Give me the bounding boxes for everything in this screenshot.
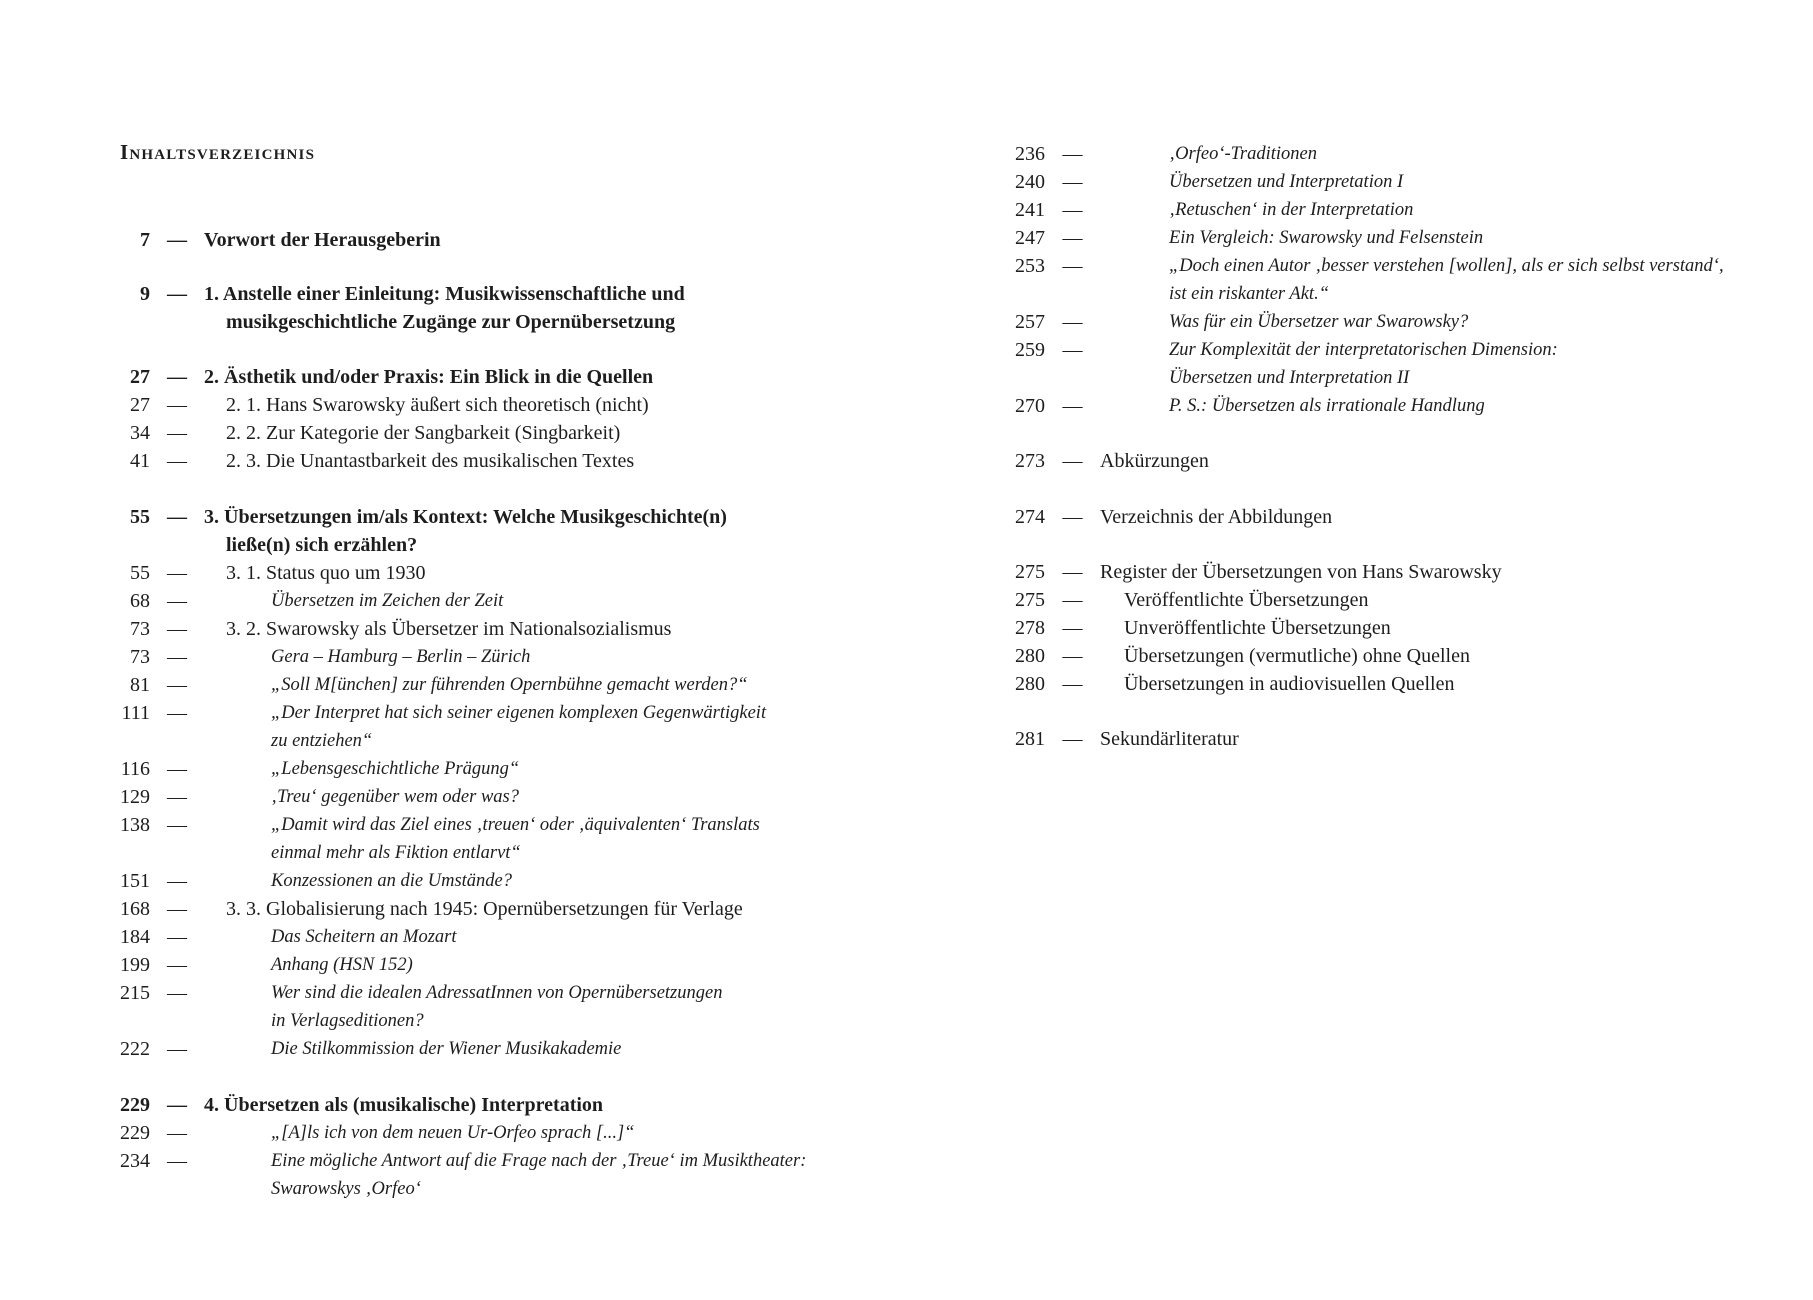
entry-title [204,280,685,336]
entry-title-line: ist ein riskanter Akt.“ [1169,284,1329,304]
toc-entry [118,1035,621,1063]
entry-title-line: 3. 2. Swarowsky als Übersetzer im Nationalsozialismus [226,618,672,640]
page-number: 229 [120,1094,150,1116]
toc-entry [118,226,441,254]
leader-dash: — [1062,339,1083,361]
leader-dash: — [1062,728,1083,750]
entry-title [271,1119,634,1147]
entry-title-line: Wer sind die idealen AdressatInnen von Opernübersetzungen [271,983,723,1003]
leader-dash: — [1062,143,1083,165]
page-number: 73 [130,646,150,668]
entry-title-line: Anhang (HSN 152) [271,955,413,975]
toc-entry [1003,725,1239,753]
page-number: 280 [1015,645,1045,667]
toc-entry [1003,447,1209,475]
page-number: 111 [121,702,150,724]
leader-dash: — [167,1122,187,1144]
leader-dash: — [1062,645,1083,667]
toc-entry [118,1119,634,1147]
toc-entry [118,755,519,783]
entry-title-line: „Soll M[ünchen] zur führenden Opernbühne gemacht werden?“ [271,675,748,695]
page-number: 281 [1015,728,1045,750]
entry-title [1124,670,1454,698]
page-number: 151 [120,870,150,892]
page-number: 234 [120,1150,150,1172]
entry-title [271,671,748,699]
toc-entry [1003,140,1317,168]
entry-title-line: 2. Ästhetik und/oder Praxis: Ein Blick in die Quellen [204,366,654,388]
toc-entry [1003,558,1502,586]
entry-title [1100,725,1239,753]
entry-title-line: Zur Komplexität der interpretatorischen Dimension: [1169,340,1558,360]
toc-entry [118,895,743,923]
toc-entry [1003,196,1413,224]
leader-dash: — [1062,199,1083,221]
entry-title [271,699,766,755]
toc-entry [118,643,530,671]
entry-title-line: Verzeichnis der Abbildungen [1100,506,1333,528]
entry-title [1124,614,1391,642]
entry-title-line: „Damit wird das Ziel eines ‚treuen‘ oder ‚äquivalenten‘ Translats [271,815,760,835]
page-number: 247 [1015,227,1045,249]
entry-title [204,226,441,254]
leader-dash: — [1062,561,1083,583]
entry-title [1124,642,1470,670]
page-number: 270 [1015,395,1045,417]
entry-title-line: Eine mögliche Antwort auf die Frage nach der ‚Treue‘ im Musiktheater: [271,1151,807,1171]
page-number: 9 [140,283,150,305]
page-number: 274 [1015,506,1045,528]
toc-entry [118,447,634,475]
toc-entry [118,587,503,615]
entry-title [271,643,530,671]
entry-title [1124,586,1369,614]
entry-title-line: 2. 2. Zur Kategorie der Sangbarkeit (Singbarkeit) [226,422,621,444]
leader-dash: — [167,786,187,808]
entry-title-line: Die Stilkommission der Wiener Musikakademie [271,1039,622,1059]
entry-title [271,923,457,951]
entry-title [271,951,413,979]
entry-title [1169,140,1317,168]
entry-title-line: „[A]ls ich von dem neuen Ur-Orfeo sprach [...]“ [271,1123,635,1143]
entry-title-line: Übersetzen und Interpretation II [1169,368,1410,388]
page-number: 7 [140,229,150,251]
leader-dash: — [1062,673,1083,695]
leader-dash: — [167,450,187,472]
toc-entry [118,699,766,755]
entry-title-line: ‚Treu‘ gegenüber wem oder was? [271,787,520,807]
toc-entry [118,363,653,391]
leader-dash: — [167,898,187,920]
page-number: 27 [130,366,150,388]
entry-title [271,979,722,1035]
entry-title-line: „Der Interpret hat sich seiner eigenen komplexen Gegenwärtigkeit [271,703,767,723]
page-number: 253 [1015,255,1045,277]
page-number: 257 [1015,311,1045,333]
entry-title-line: Was für ein Übersetzer war Swarowsky? [1169,312,1469,332]
entry-title [226,615,671,643]
toc-entry [118,615,671,643]
page-number: 241 [1015,199,1045,221]
toc-entry [118,923,457,951]
page-number: 55 [130,506,150,528]
toc-entry [1003,168,1403,196]
leader-dash: — [167,814,187,836]
entry-title [1169,392,1485,420]
toc-entry [118,783,519,811]
leader-dash: — [167,870,187,892]
page-number: 259 [1015,339,1045,361]
entry-title-line: 3. Übersetzungen im/als Kontext: Welche Musikgeschichte(n) [204,506,727,528]
leader-dash: — [167,229,187,251]
leader-dash: — [167,394,187,416]
entry-title-line: Gera – Hamburg – Berlin – Zürich [271,647,531,667]
entry-title [271,1035,621,1063]
page-number: 215 [120,982,150,1004]
entry-title [226,895,743,923]
entry-title [1100,558,1502,586]
page-number: 240 [1015,171,1045,193]
page-number: 199 [120,954,150,976]
entry-title [226,391,649,419]
toc-entry [118,867,512,895]
page-number: 41 [130,450,150,472]
entry-title [1169,308,1468,336]
entry-title-line: „Lebensgeschichtliche Prägung“ [271,759,520,779]
entry-title-line: ‚Orfeo‘-Traditionen [1169,144,1317,164]
leader-dash: — [167,982,187,1004]
leader-dash: — [1062,506,1083,528]
page-number: 280 [1015,673,1045,695]
page-number: 236 [1015,143,1045,165]
toc-entry [118,1147,806,1203]
entry-title-line: 3. 3. Globalisierung nach 1945: Opernübersetzungen für Verlage [226,898,743,920]
page-number: 81 [130,674,150,696]
page-number: 184 [120,926,150,948]
entry-title [271,867,512,895]
leader-dash: — [167,422,187,444]
entry-title [1169,336,1558,392]
leader-dash: — [167,758,187,780]
page-number: 129 [120,786,150,808]
leader-dash: — [1062,171,1083,193]
leader-dash: — [167,506,187,528]
leader-dash: — [167,1038,187,1060]
leader-dash: — [167,954,187,976]
leader-dash: — [1062,617,1083,639]
entry-title-line: 2. 3. Die Unantastbarkeit des musikalischen Textes [226,450,635,472]
leader-dash: — [167,926,187,948]
toc-entry [1003,503,1332,531]
leader-dash: — [1062,227,1083,249]
page-number: 275 [1015,561,1045,583]
page-number: 278 [1015,617,1045,639]
entry-title [204,363,653,391]
entry-title [271,783,519,811]
page-number: 73 [130,618,150,640]
toc-entry [1003,586,1369,614]
page-number: 34 [130,422,150,444]
toc-entry [118,979,722,1035]
toc-entry [118,391,649,419]
leader-dash: — [167,590,187,612]
entry-title-line: Das Scheitern an Mozart [271,927,457,947]
page-number: 27 [130,394,150,416]
entry-title-line: Vorwort der Herausgeberin [204,229,441,251]
entry-title-line: zu entziehen“ [271,731,373,751]
entry-title [204,503,727,559]
entry-title [226,419,620,447]
leader-dash: — [167,702,187,724]
page-number: 138 [120,814,150,836]
leader-dash: — [167,366,187,388]
toc-entry [118,1091,603,1119]
toc-entry [118,419,620,447]
toc-heading: Inhaltsverzeichnis [120,140,316,164]
toc-entry [1003,224,1483,252]
toc-entry [118,671,748,699]
entry-title-line: Abkürzungen [1100,450,1209,472]
entry-title-line: Veröffentlichte Übersetzungen [1124,589,1369,611]
entry-title [271,811,760,867]
leader-dash: — [1062,589,1083,611]
page-number: 168 [120,898,150,920]
entry-title [1100,503,1332,531]
entry-title-line: Register der Übersetzungen von Hans Swarowsky [1100,561,1502,583]
entry-title [1169,168,1403,196]
entry-title-line: Sekundärliteratur [1100,728,1239,750]
toc-entry [118,559,425,587]
entry-title-line: ‚Retuschen‘ in der Interpretation [1169,200,1414,220]
entry-title-line: Übersetzungen in audiovisuellen Quellen [1124,673,1455,695]
toc-entry [118,811,760,867]
page-number: 116 [120,758,150,780]
toc-entry [1003,308,1468,336]
leader-dash: — [167,1150,187,1172]
toc-entry [1003,252,1724,308]
entry-title [271,587,503,615]
toc-entry [118,503,727,559]
entry-title-line: 3. 1. Status quo um 1930 [226,562,426,584]
entry-title [1169,224,1483,252]
toc-entry [1003,392,1485,420]
entry-title-line: P. S.: Übersetzen als irrationale Handlung [1169,396,1485,416]
entry-title-line: Unveröffentlichte Übersetzungen [1124,617,1391,639]
leader-dash: — [1062,311,1083,333]
entry-title-line: 2. 1. Hans Swarowsky äußert sich theoretisch (nicht) [226,394,649,416]
entry-title-line: 4. Übersetzen als (musikalische) Interpretation [204,1094,604,1116]
page-number: 275 [1015,589,1045,611]
entry-title-line: Übersetzen und Interpretation I [1169,172,1404,192]
entry-title-line: Ein Vergleich: Swarowsky und Felsenstein [1169,228,1484,248]
entry-title-line: 1. Anstelle einer Einleitung: Musikwissenschaftliche und [204,283,685,305]
toc-entry [118,280,685,336]
entry-title-line: Swarowskys ‚Orfeo‘ [271,1179,421,1199]
entry-title [204,1091,603,1119]
entry-title-line: Übersetzen im Zeichen der Zeit [271,591,504,611]
entry-title [1169,252,1724,308]
entry-title [271,1147,806,1203]
entry-title-line: „Doch einen Autor ‚besser verstehen [wollen], als er sich selbst verstand‘, [1169,256,1724,276]
entry-title-line: ließe(n) sich erzählen? [226,534,418,556]
toc-entry [118,951,413,979]
page-number: 229 [120,1122,150,1144]
entry-title-line: in Verlagseditionen? [271,1011,424,1031]
toc-entry [1003,670,1454,698]
page-number: 55 [130,562,150,584]
entry-title-line: Konzessionen an die Umstände? [271,871,512,891]
entry-title-line: Übersetzungen (vermutliche) ohne Quellen [1124,645,1470,667]
page-number: 222 [120,1038,150,1060]
leader-dash: — [167,562,187,584]
leader-dash: — [167,674,187,696]
page-number: 273 [1015,450,1045,472]
entry-title [1100,447,1209,475]
entry-title [271,755,519,783]
entry-title-line: musikgeschichtliche Zugänge zur Opernübersetzung [226,311,676,333]
toc-entry [1003,642,1470,670]
toc-entry [1003,336,1558,392]
leader-dash: — [1062,395,1083,417]
entry-title [226,559,425,587]
entry-title [226,447,634,475]
entry-title [1169,196,1413,224]
toc-entry [1003,614,1391,642]
page-number: 68 [130,590,150,612]
leader-dash: — [1062,450,1083,472]
leader-dash: — [1062,255,1083,277]
leader-dash: — [167,646,187,668]
entry-title-line: einmal mehr als Fiktion entlarvt“ [271,843,521,863]
leader-dash: — [167,1094,187,1116]
leader-dash: — [167,283,187,305]
leader-dash: — [167,618,187,640]
